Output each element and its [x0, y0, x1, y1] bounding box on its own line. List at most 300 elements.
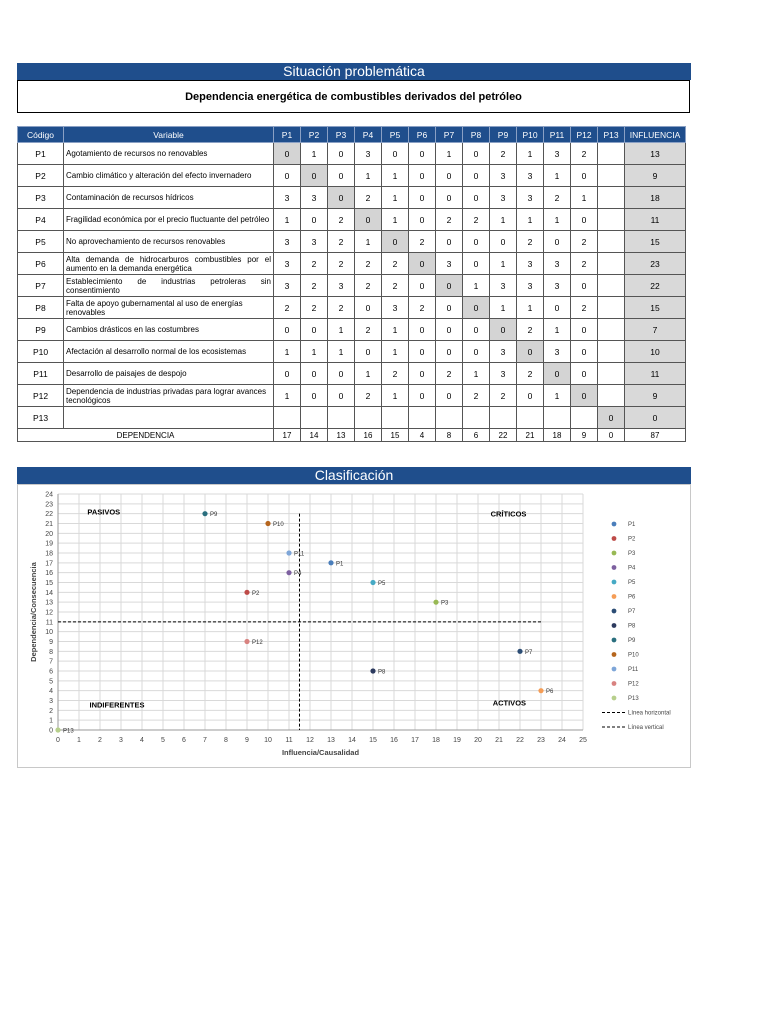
matrix-cell: 2: [571, 231, 598, 253]
x-tick-label: 23: [537, 737, 545, 744]
matrix-cell: 3: [301, 187, 328, 209]
variable-description: Fragilidad económica por el precio fluctuante del petróleo: [64, 209, 274, 231]
influence-total: 0: [625, 407, 686, 429]
x-tick-label: 15: [369, 737, 377, 744]
matrix-cell: 0: [436, 319, 463, 341]
matrix-cell: 1: [382, 385, 409, 407]
data-label: P5: [378, 581, 386, 587]
variable-description: Contaminación de recursos hídricos: [64, 187, 274, 209]
matrix-cell: 3: [328, 275, 355, 297]
matrix-cell: 2: [274, 297, 301, 319]
influence-total: 13: [625, 143, 686, 165]
variable-code: P8: [18, 297, 64, 319]
column-header: P9: [490, 127, 517, 143]
quadrant-label-pasivos: PASIVOS: [87, 507, 121, 517]
data-point-p2: [244, 590, 249, 595]
matrix-cell: 0: [328, 187, 355, 209]
variable-code: P5: [18, 231, 64, 253]
matrix-cell: 0: [409, 187, 436, 209]
influence-total: 23: [625, 253, 686, 275]
matrix-cell: 1: [436, 143, 463, 165]
matrix-cell: 0: [382, 231, 409, 253]
x-tick-label: 12: [306, 737, 314, 744]
matrix-cell: 3: [544, 143, 571, 165]
legend-marker: [612, 652, 617, 657]
matrix-cell: 0: [301, 165, 328, 187]
data-label: P6: [546, 689, 554, 696]
matrix-cell: 1: [301, 341, 328, 363]
column-header: P13: [598, 127, 625, 143]
matrix-cell: 2: [328, 253, 355, 275]
column-header: Variable: [64, 127, 274, 143]
y-tick-label: 10: [45, 629, 53, 637]
column-header: P3: [328, 127, 355, 143]
y-tick-label: 12: [45, 609, 53, 617]
legend-marker: [612, 609, 617, 614]
matrix-cell: 0: [301, 385, 328, 407]
dependence-cell: 0: [598, 429, 625, 442]
data-label: P10: [273, 522, 284, 528]
matrix-cell: 0: [544, 231, 571, 253]
matrix-cell: 2: [490, 385, 517, 407]
problem-statement: Dependencia energética de combustibles derivados del petróleo: [17, 80, 690, 113]
matrix-cell: 2: [355, 385, 382, 407]
matrix-cell: 3: [517, 187, 544, 209]
y-tick-label: 22: [45, 511, 53, 519]
y-tick-label: 5: [49, 678, 53, 686]
quadrant-label-indiferentes: INDIFERENTES: [89, 700, 145, 710]
matrix-cell: 0: [436, 231, 463, 253]
dependence-cell: 4: [409, 429, 436, 442]
variable-description: Cambio climático y alteración del efecto invernadero: [64, 165, 274, 187]
variable-description: Cambios drásticos en las costumbres: [64, 319, 274, 341]
data-label: P13: [63, 728, 74, 735]
matrix-cell: 2: [328, 209, 355, 231]
matrix-cell: 0: [463, 231, 490, 253]
x-tick-label: 2: [98, 737, 102, 744]
legend-marker: [612, 638, 617, 643]
y-tick-label: 16: [45, 570, 53, 578]
table-row: [18, 231, 686, 253]
matrix-cell: 1: [274, 341, 301, 363]
influence-total: 9: [625, 385, 686, 407]
data-point-p11: [286, 550, 291, 555]
legend-label: P7: [628, 609, 636, 616]
column-header: P6: [409, 127, 436, 143]
matrix-cell: 1: [490, 297, 517, 319]
matrix-cell: 0: [571, 363, 598, 385]
legend-marker: [612, 594, 617, 599]
matrix-cell: [598, 209, 625, 231]
influence-total: 22: [625, 275, 686, 297]
quadrant-label-activos: ACTIVOS: [492, 698, 527, 708]
legend-marker: [612, 681, 617, 686]
data-point-p3: [433, 600, 438, 605]
legend-label: Línea vertical: [628, 725, 664, 732]
data-label: P2: [252, 590, 260, 597]
matrix-cell: 2: [301, 275, 328, 297]
variable-code: P10: [18, 341, 64, 363]
matrix-cell: 0: [355, 209, 382, 231]
matrix-cell: 0: [409, 253, 436, 275]
matrix-cell: 0: [382, 143, 409, 165]
matrix-cell: 1: [463, 275, 490, 297]
matrix-cell: 0: [409, 143, 436, 165]
matrix-cell: [598, 297, 625, 319]
y-tick-label: 18: [45, 550, 53, 558]
column-header: P4: [355, 127, 382, 143]
legend-marker: [612, 623, 617, 628]
matrix-cell: 0: [598, 407, 625, 429]
matrix-cell: [544, 407, 571, 429]
variable-code: P7: [18, 275, 64, 297]
matrix-cell: 2: [382, 275, 409, 297]
classification-title: Clasificación: [17, 467, 691, 484]
y-tick-label: 19: [45, 540, 53, 548]
influence-total: 15: [625, 297, 686, 319]
matrix-cell: 2: [463, 385, 490, 407]
variable-description: [64, 407, 274, 429]
matrix-cell: 1: [490, 209, 517, 231]
legend-label: Línea horizontal: [628, 710, 671, 717]
x-tick-label: 18: [432, 737, 440, 744]
x-tick-label: 4: [140, 737, 144, 744]
legend-label: P12: [628, 681, 639, 688]
matrix-cell: [598, 385, 625, 407]
variable-code: P1: [18, 143, 64, 165]
legend-marker: [612, 551, 617, 556]
dependence-row: [18, 429, 686, 442]
matrix-cell: 3: [544, 275, 571, 297]
x-tick-label: 8: [224, 737, 228, 744]
matrix-cell: 0: [355, 297, 382, 319]
matrix-cell: 0: [436, 385, 463, 407]
matrix-cell: 3: [274, 187, 301, 209]
matrix-cell: 0: [328, 143, 355, 165]
legend-label: P6: [628, 594, 636, 601]
matrix-cell: 1: [517, 143, 544, 165]
matrix-cell: 0: [463, 143, 490, 165]
matrix-cell: [382, 407, 409, 429]
matrix-cell: 2: [355, 275, 382, 297]
matrix-cell: [355, 407, 382, 429]
y-tick-label: 3: [49, 698, 53, 705]
matrix-cell: 2: [382, 363, 409, 385]
matrix-cell: 0: [274, 165, 301, 187]
matrix-cell: 2: [436, 363, 463, 385]
column-header: P1: [274, 127, 301, 143]
matrix-cell: 2: [355, 187, 382, 209]
matrix-cell: 3: [490, 165, 517, 187]
matrix-cell: 2: [409, 231, 436, 253]
y-tick-label: 1: [49, 717, 53, 725]
x-tick-label: 24: [558, 737, 566, 744]
table-row: [18, 341, 686, 363]
matrix-cell: 1: [517, 209, 544, 231]
table-row: [18, 275, 686, 297]
data-point-p8: [370, 668, 375, 673]
matrix-cell: [517, 407, 544, 429]
x-tick-label: 10: [264, 737, 272, 744]
matrix-cell: [598, 253, 625, 275]
matrix-cell: 3: [436, 253, 463, 275]
data-label: P12: [252, 640, 263, 646]
matrix-cell: 0: [409, 165, 436, 187]
column-header: P7: [436, 127, 463, 143]
legend-marker: [612, 580, 617, 585]
matrix-cell: 2: [355, 253, 382, 275]
variable-description: Afectación al desarrollo normal de los ecosistemas: [64, 341, 274, 363]
table-row: [18, 187, 686, 209]
influence-total: 9: [625, 165, 686, 187]
matrix-cell: 3: [517, 165, 544, 187]
legend-marker: [612, 565, 617, 570]
legend-label: P4: [628, 565, 636, 572]
matrix-cell: 3: [274, 231, 301, 253]
matrix-cell: 2: [409, 297, 436, 319]
table-row: [18, 297, 686, 319]
dependence-cell: 14: [301, 429, 328, 442]
legend-marker: [612, 522, 617, 527]
x-tick-label: 9: [245, 737, 249, 744]
data-label: P3: [441, 600, 449, 607]
x-tick-label: 5: [161, 737, 165, 744]
matrix-cell: [328, 407, 355, 429]
matrix-cell: 0: [409, 341, 436, 363]
matrix-cell: 0: [328, 385, 355, 407]
matrix-cell: 2: [571, 297, 598, 319]
column-header: INFLUENCIA: [625, 127, 686, 143]
matrix-cell: [598, 231, 625, 253]
variable-code: P11: [18, 363, 64, 385]
matrix-cell: 0: [463, 165, 490, 187]
data-point-p7: [517, 649, 522, 654]
dependence-cell: 6: [463, 429, 490, 442]
legend-marker: [612, 536, 617, 541]
y-tick-label: 9: [49, 639, 53, 646]
quadrant-label-criticos: CRÍTICOS: [490, 509, 527, 519]
matrix-cell: 2: [490, 143, 517, 165]
matrix-cell: 3: [517, 253, 544, 275]
matrix-cell: 1: [382, 319, 409, 341]
matrix-cell: 0: [571, 209, 598, 231]
matrix-cell: 2: [517, 231, 544, 253]
data-point-p6: [538, 688, 543, 693]
matrix-cell: 0: [490, 319, 517, 341]
matrix-cell: [598, 187, 625, 209]
legend-label: P13: [628, 696, 639, 703]
matrix-cell: [571, 407, 598, 429]
variable-code: P2: [18, 165, 64, 187]
matrix-cell: [463, 407, 490, 429]
variable-code: P9: [18, 319, 64, 341]
matrix-cell: 0: [301, 363, 328, 385]
x-tick-label: 6: [182, 737, 186, 744]
matrix-cell: 0: [328, 165, 355, 187]
matrix-cell: 2: [544, 187, 571, 209]
legend-marker: [612, 667, 617, 672]
matrix-cell: 2: [463, 209, 490, 231]
variable-description: Agotamiento de recursos no renovables: [64, 143, 274, 165]
matrix-cell: 1: [301, 143, 328, 165]
data-label: P4: [294, 571, 302, 578]
y-tick-label: 6: [49, 668, 53, 676]
variable-description: Dependencia de industrias privadas para lograr avances tecnológicos: [64, 385, 274, 407]
matrix-cell: 3: [301, 231, 328, 253]
matrix-cell: 3: [274, 275, 301, 297]
legend-label: P5: [628, 580, 636, 587]
matrix-cell: 0: [274, 143, 301, 165]
y-tick-label: 13: [45, 599, 53, 607]
y-tick-label: 14: [45, 589, 53, 597]
matrix-cell: 0: [409, 319, 436, 341]
matrix-cell: 0: [571, 341, 598, 363]
matrix-cell: 0: [517, 341, 544, 363]
x-tick-label: 14: [348, 737, 356, 744]
y-tick-label: 21: [45, 521, 53, 528]
column-header: P10: [517, 127, 544, 143]
dependence-label: DEPENDENCIA: [18, 429, 274, 442]
influence-total: 18: [625, 187, 686, 209]
variable-description: No aprovechamiento de recursos renovables: [64, 231, 274, 253]
matrix-cell: 0: [463, 297, 490, 319]
data-point-p5: [370, 580, 375, 585]
influence-total: 11: [625, 209, 686, 231]
matrix-cell: 3: [490, 275, 517, 297]
matrix-cell: 1: [544, 165, 571, 187]
x-tick-label: 0: [56, 737, 60, 744]
matrix-cell: 3: [517, 275, 544, 297]
y-tick-label: 0: [49, 727, 53, 735]
matrix-cell: 2: [301, 253, 328, 275]
table-row: [18, 385, 686, 407]
influence-total: 7: [625, 319, 686, 341]
dependence-cell: 8: [436, 429, 463, 442]
matrix-cell: [598, 143, 625, 165]
scatter-plot: [18, 485, 690, 767]
y-tick-label: 23: [45, 501, 53, 509]
matrix-cell: 2: [517, 319, 544, 341]
matrix-cell: 3: [544, 253, 571, 275]
y-tick-label: 4: [49, 688, 53, 696]
matrix-cell: 0: [544, 363, 571, 385]
dependence-cell: 16: [355, 429, 382, 442]
variable-description: Establecimiento de industrias petroleras sin consentimiento: [64, 275, 274, 297]
table-row: [18, 253, 686, 275]
matrix-cell: 2: [517, 363, 544, 385]
table-row: [18, 143, 686, 165]
page-title: Situación problemática: [17, 63, 691, 80]
column-header: P8: [463, 127, 490, 143]
matrix-cell: 0: [571, 165, 598, 187]
table-row: [18, 363, 686, 385]
data-point-p10: [265, 521, 270, 526]
matrix-cell: 0: [463, 253, 490, 275]
matrix-cell: 0: [490, 231, 517, 253]
matrix-cell: 1: [571, 187, 598, 209]
table-row: [18, 319, 686, 341]
variable-code: P13: [18, 407, 64, 429]
x-tick-label: 3: [119, 737, 123, 744]
x-tick-label: 13: [327, 737, 335, 744]
column-header: P5: [382, 127, 409, 143]
matrix-cell: 0: [409, 275, 436, 297]
matrix-cell: 1: [355, 165, 382, 187]
matrix-cell: 0: [436, 275, 463, 297]
x-tick-label: 7: [203, 737, 207, 744]
x-tick-label: 17: [411, 737, 419, 744]
matrix-cell: 0: [571, 319, 598, 341]
matrix-cell: 0: [409, 363, 436, 385]
legend-label: P1: [628, 522, 636, 529]
matrix-cell: 0: [436, 341, 463, 363]
matrix-cell: 0: [463, 341, 490, 363]
y-tick-label: 8: [49, 648, 53, 656]
matrix-cell: 0: [301, 209, 328, 231]
matrix-cell: [301, 407, 328, 429]
data-label: P9: [210, 512, 218, 519]
matrix-cell: 3: [544, 341, 571, 363]
legend-label: P10: [628, 652, 639, 659]
y-tick-label: 15: [45, 580, 53, 587]
table-header-row: [18, 127, 686, 143]
matrix-cell: 0: [409, 209, 436, 231]
matrix-cell: 0: [463, 319, 490, 341]
dependence-cell: 15: [382, 429, 409, 442]
x-tick-label: 20: [474, 737, 482, 744]
variable-description: Alta demanda de hidrocarburos combustibles por el aumento en la demanda energética: [64, 253, 274, 275]
x-tick-label: 11: [285, 737, 293, 744]
legend-label: P8: [628, 623, 636, 630]
legend-label: P2: [628, 536, 636, 543]
x-axis-title: Influencia/Causalidad: [281, 748, 360, 757]
variable-code: P6: [18, 253, 64, 275]
matrix-cell: 0: [571, 385, 598, 407]
matrix-cell: 1: [544, 385, 571, 407]
matrix-cell: 1: [382, 187, 409, 209]
matrix-cell: [598, 275, 625, 297]
matrix-cell: 2: [571, 253, 598, 275]
dependence-cell: 21: [517, 429, 544, 442]
matrix-cell: [274, 407, 301, 429]
matrix-cell: 0: [463, 187, 490, 209]
variable-code: P4: [18, 209, 64, 231]
matrix-cell: 1: [517, 297, 544, 319]
legend-label: P11: [628, 667, 639, 674]
y-tick-label: 17: [45, 560, 53, 568]
matrix-cell: [598, 363, 625, 385]
legend-label: P3: [628, 551, 636, 558]
classification-chart: [17, 484, 691, 768]
matrix-cell: 0: [328, 363, 355, 385]
data-point-p13: [55, 727, 60, 732]
influence-total: 15: [625, 231, 686, 253]
y-tick-label: 11: [45, 619, 53, 627]
legend-marker: [612, 696, 617, 701]
matrix-cell: 3: [355, 143, 382, 165]
data-point-p4: [286, 570, 291, 575]
y-tick-label: 2: [49, 707, 53, 715]
matrix-cell: [598, 341, 625, 363]
table-row: [18, 407, 686, 429]
variable-description: Desarrollo de paisajes de despojo: [64, 363, 274, 385]
matrix-cell: 0: [355, 341, 382, 363]
dependence-cell: 9: [571, 429, 598, 442]
x-tick-label: 21: [495, 737, 503, 744]
variable-description: Falta de apoyo gubernamental al uso de energías renovables: [64, 297, 274, 319]
table-row: [18, 165, 686, 187]
y-tick-label: 20: [45, 530, 53, 538]
